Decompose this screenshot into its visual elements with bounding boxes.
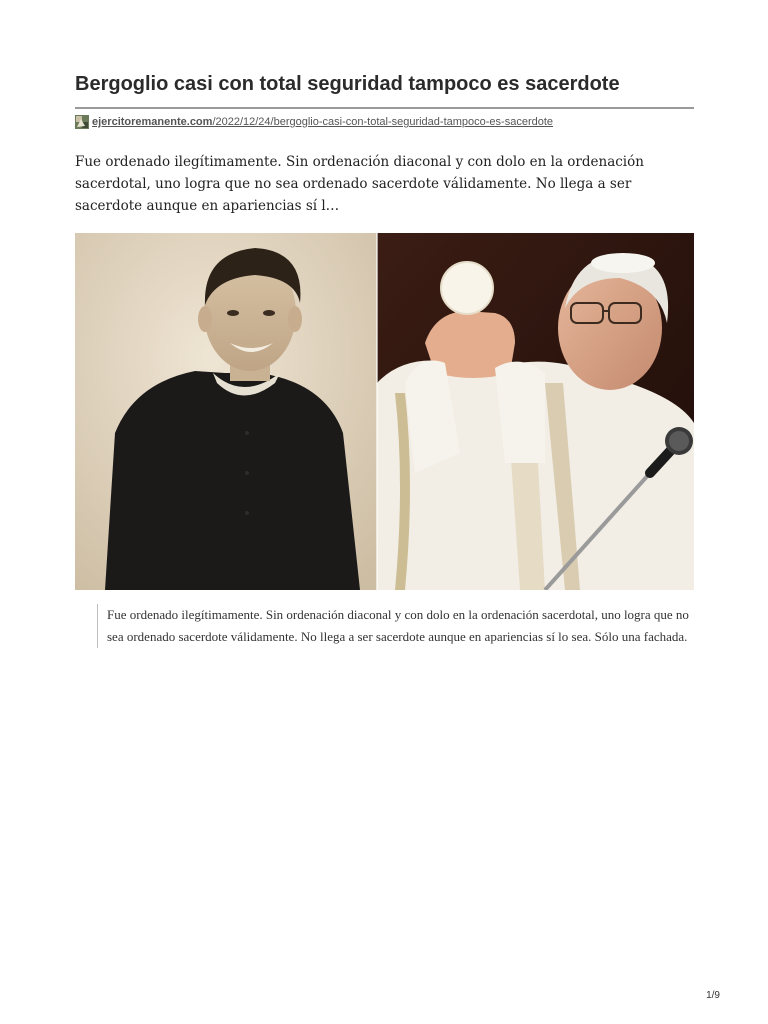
- image-caption-quote: [97, 604, 697, 648]
- image-caption: Fue ordenado ilegítimamente. Sin ordenación diaconal y con dolo en la ordenación sacerdotal, uno logra que no sea ordenado sacerdote válidamente. No llega a ser sacerdote aunque en apariencias sí lo sea. Sólo una fachada.: [107, 607, 689, 644]
- source-link[interactable]: [92, 116, 553, 128]
- site-favicon-icon: [75, 115, 89, 129]
- pope-elevation-photo: [377, 233, 694, 590]
- article-photo: [75, 233, 694, 590]
- article-title: Bergoglio casi con total seguridad tampoco es sacerdote: [75, 73, 620, 95]
- article-lead: Fue ordenado ilegítimamente. Sin ordenación diaconal y con dolo en la ordenación sacerdotal, uno logra que no sea ordenado sacerdote válidamente. No llega a ser sacerdote aunque en apariencias sí l…: [75, 154, 644, 214]
- page-number: 1/9: [706, 990, 720, 1001]
- source-row: [75, 114, 553, 130]
- source-domain: ejercitoremanente.com: [92, 116, 213, 128]
- title-divider: [75, 107, 694, 109]
- young-priest-portrait: [75, 233, 377, 590]
- source-path: /2022/12/24/bergoglio-casi-con-total-seguridad-tampoco-es-sacerdote: [212, 116, 554, 128]
